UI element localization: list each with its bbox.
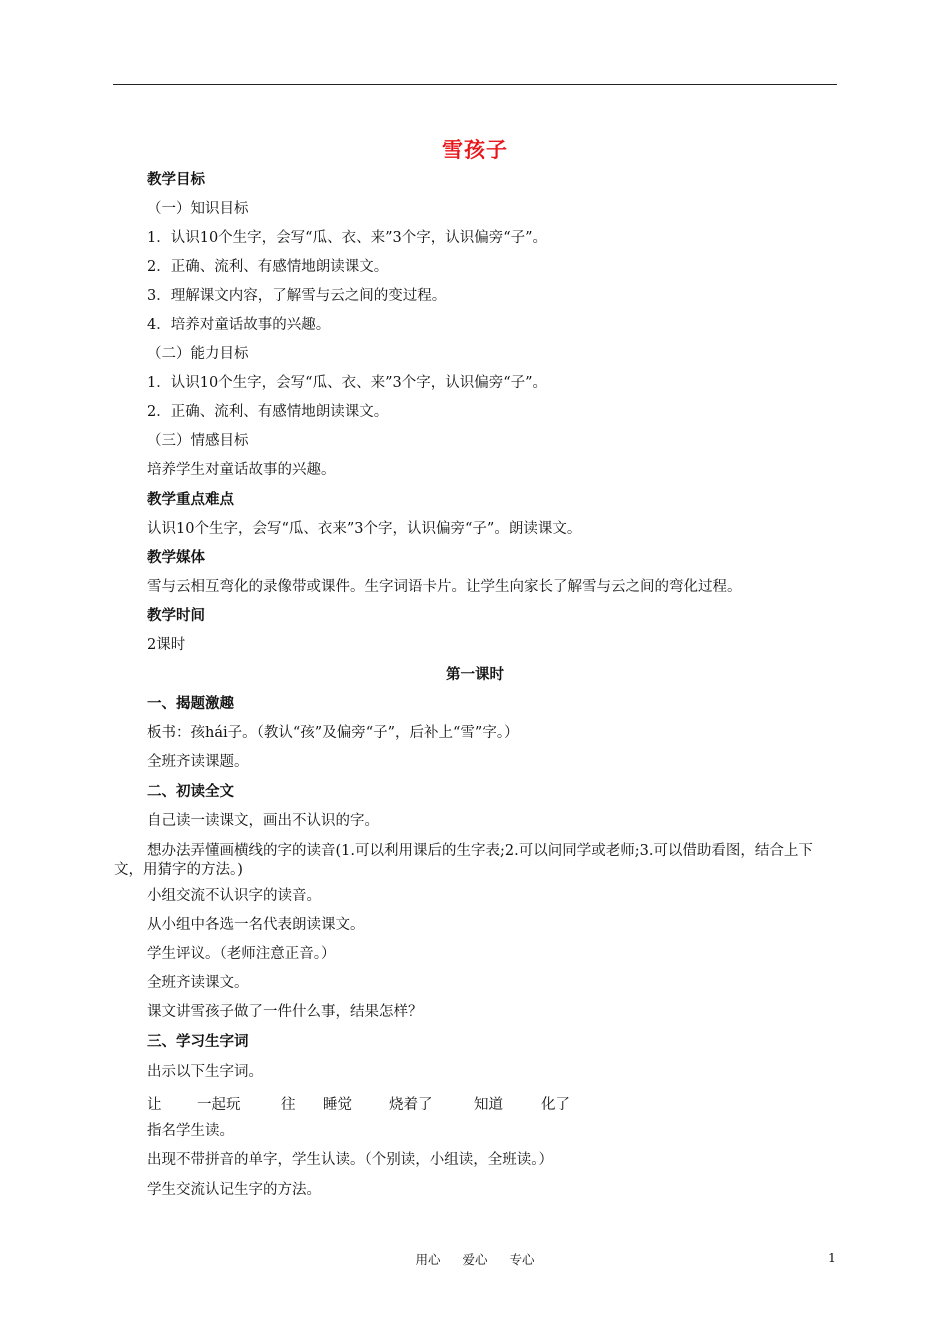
page-footer xyxy=(0,1250,950,1268)
vocab-word: 往 xyxy=(281,1097,296,1113)
lesson-heading: 第一课时 xyxy=(446,667,504,683)
paragraph: 学生交流认记生字的方法。 xyxy=(147,1182,321,1198)
vocab-word: 睡觉 xyxy=(323,1097,352,1113)
paragraph: 雪与云相互弯化的录像带或课件。生字词语卡片。让学生向家长了解雪与云之间的弯化过程。 xyxy=(147,579,742,595)
list-item: 3．理解课文内容，了解雪与云之间的变过程。 xyxy=(147,288,447,304)
section-heading-media: 教学媒体 xyxy=(147,550,205,566)
footer-motto: 用心 xyxy=(415,1252,441,1267)
paragraph: 小组交流不认识字的读音。 xyxy=(147,888,321,904)
step-heading-3: 三、学习生字词 xyxy=(147,1034,249,1050)
section-heading-key-points: 教学重点难点 xyxy=(147,492,234,508)
subheading-emotion: （三）情感目标 xyxy=(147,433,249,449)
list-item: 2．正确、流利、有感情地朗读课文。 xyxy=(147,259,389,275)
paragraph: 自己读一读课文，画出不认识的字。 xyxy=(147,813,379,829)
paragraph: 从小组中各选一名代表朗读课文。 xyxy=(147,917,365,933)
vocab-word: 烧着了 xyxy=(389,1097,433,1113)
footer-motto: 专心 xyxy=(509,1252,535,1267)
section-heading-goals: 教学目标 xyxy=(147,172,205,188)
vocab-word: 知道 xyxy=(474,1097,503,1113)
section-heading-time: 教学时间 xyxy=(147,608,205,624)
header-rule xyxy=(113,84,837,85)
paragraph: 培养学生对童话故事的兴趣。 xyxy=(147,462,336,478)
step-heading-2: 二、初读全文 xyxy=(147,784,234,800)
document-title: 雪孩子 xyxy=(442,138,508,162)
paragraph: 认识10个生字，会写“瓜、衣来”3个字，认识偏旁“子”。朗读课文。 xyxy=(147,521,582,537)
list-item: 2．正确、流利、有感情地朗读课文。 xyxy=(147,404,389,420)
page-number: 1 xyxy=(828,1250,836,1265)
paragraph-wrapped: 想办法弄懂画横线的字的读音(1.可以利用课后的生字表;2.可以问同学或老师;3.可以借助看图，结合上下文，用猜字的方法。) xyxy=(114,843,813,878)
paragraph: 课文讲雪孩子做了一件什么事，结果怎样？ xyxy=(147,1004,423,1020)
vocab-word: 让 xyxy=(147,1097,162,1113)
subheading-knowledge: （一）知识目标 xyxy=(147,201,249,217)
subheading-ability: （二）能力目标 xyxy=(147,346,249,362)
paragraph: 出示以下生字词。 xyxy=(147,1064,263,1080)
paragraph: 全班齐读课题。 xyxy=(147,754,249,770)
paragraph: 2课时 xyxy=(147,637,186,653)
vocab-word: 一起玩 xyxy=(197,1097,241,1113)
paragraph: 板书：孩hái子。（教认“孩”及偏旁“子”，后补上“雪”字。） xyxy=(147,725,519,741)
list-item: 1．认识10个生字，会写“瓜、衣、来”3个字，认识偏旁“子”。 xyxy=(147,230,548,246)
paragraph: 学生评议。（老师注意正音。） xyxy=(147,946,336,962)
vocab-word: 化了 xyxy=(541,1097,570,1113)
list-item: 1．认识10个生字，会写“瓜、衣、来”3个字，认识偏旁“子”。 xyxy=(147,375,548,391)
step-heading-1: 一、揭题激趣 xyxy=(147,696,234,712)
list-item: 4．培养对童话故事的兴趣。 xyxy=(147,317,331,333)
paragraph: 指名学生读。 xyxy=(147,1123,234,1139)
paragraph: 出现不带拼音的单字，学生认读。（个别读，小组读，全班读。） xyxy=(147,1152,553,1168)
paragraph: 全班齐读课文。 xyxy=(147,975,249,991)
footer-motto: 爱心 xyxy=(462,1252,488,1267)
